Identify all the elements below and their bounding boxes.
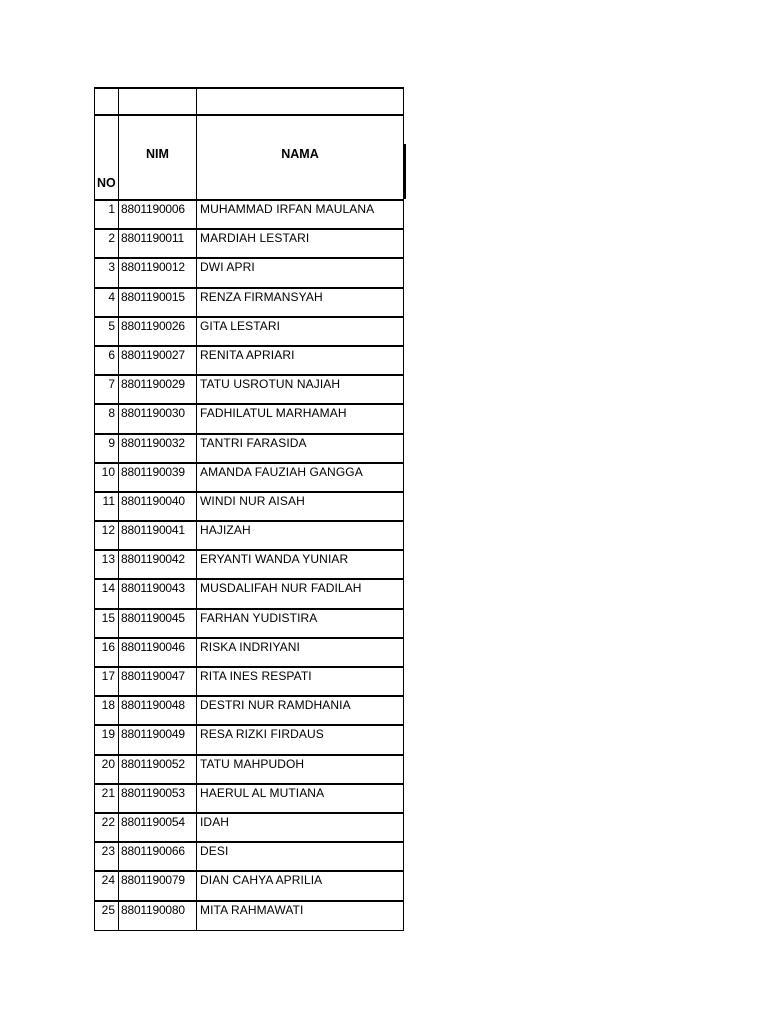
table-row bbox=[94, 230, 404, 259]
row-nama-cell: RENITA APRIARI bbox=[200, 347, 295, 362]
row-nama-cell: HAJIZAH bbox=[200, 523, 251, 538]
row-no-cell: 9 bbox=[95, 435, 119, 462]
row-no-cell: 25 bbox=[95, 902, 119, 930]
row-no-cell: 7 bbox=[95, 376, 119, 403]
blank-cell-nama bbox=[197, 89, 403, 114]
table-row bbox=[94, 843, 404, 872]
row-nim-cell: 8801190011 bbox=[119, 230, 197, 257]
row-nama-cell: TATU MAHPUDOH bbox=[200, 756, 305, 771]
row-nama-cell: RITA INES RESPATI bbox=[200, 669, 312, 683]
row-nim-cell: 8801190047 bbox=[119, 668, 197, 695]
row-nama-cell: FADHILATUL MARHAMAH bbox=[200, 406, 347, 421]
row-nim-cell: 8801190027 bbox=[119, 347, 197, 374]
table-row bbox=[94, 201, 404, 230]
row-nama-cell: AMANDA FAUZIAH GANGGA bbox=[200, 464, 363, 479]
row-nama-cell: MUSDALIFAH NUR FADILAH bbox=[200, 581, 362, 596]
table-row bbox=[94, 551, 404, 580]
row-nama-cell: WINDI NUR AISAH bbox=[200, 493, 305, 508]
header-nim bbox=[119, 116, 197, 199]
row-nama-cell: TATU USROTUN NAJIAH bbox=[200, 377, 341, 392]
row-nim-cell: 8801190045 bbox=[119, 610, 197, 637]
blank-cell-no bbox=[95, 89, 119, 114]
table-row bbox=[94, 872, 404, 901]
row-no-cell: 18 bbox=[95, 697, 119, 724]
row-no-cell: 5 bbox=[95, 318, 119, 345]
table-row bbox=[94, 902, 404, 931]
student-table bbox=[94, 87, 404, 931]
row-no-cell: 14 bbox=[95, 580, 119, 607]
row-nim-cell: 8801190041 bbox=[119, 522, 197, 549]
table-row bbox=[94, 756, 404, 785]
row-nama-cell: MARDIAH LESTARI bbox=[200, 231, 310, 246]
row-nama-cell: RESA RIZKI FIRDAUS bbox=[200, 727, 324, 742]
row-no-cell: 11 bbox=[95, 493, 119, 520]
row-no-cell: 10 bbox=[95, 464, 119, 491]
row-nim-cell: 8801190079 bbox=[119, 872, 197, 899]
row-no-cell: 6 bbox=[95, 347, 119, 374]
row-nim-cell: 8801190015 bbox=[119, 289, 197, 316]
row-nama-cell: DIAN CAHYA APRILIA bbox=[200, 873, 323, 888]
row-nim-cell: 8801190032 bbox=[119, 435, 197, 462]
row-nim-cell: 8801190012 bbox=[119, 259, 197, 286]
table-row bbox=[94, 668, 404, 697]
row-nama-cell: DWI APRI bbox=[200, 260, 255, 275]
row-nim-cell: 8801190049 bbox=[119, 726, 197, 753]
table-body bbox=[94, 201, 404, 931]
row-no-cell: 22 bbox=[95, 814, 119, 841]
row-nama-cell: DESI bbox=[200, 844, 229, 859]
table-row bbox=[94, 289, 404, 318]
row-nim-cell: 8801190046 bbox=[119, 639, 197, 666]
row-nama-cell: GITA LESTARI bbox=[200, 318, 281, 333]
row-nama-cell: MUHAMMAD IRFAN MAULANA bbox=[200, 202, 375, 216]
row-no-cell: 13 bbox=[95, 551, 119, 578]
row-nama-cell: RISKA INDRIYANI bbox=[200, 639, 300, 654]
row-no-cell: 23 bbox=[95, 843, 119, 870]
row-no-cell: 3 bbox=[95, 259, 119, 286]
row-nama-cell: IDAH bbox=[200, 814, 230, 829]
row-nim-cell: 8801190026 bbox=[119, 318, 197, 345]
row-nim-cell: 8801190048 bbox=[119, 697, 197, 724]
blank-top-row bbox=[94, 87, 404, 116]
row-nama-cell: RENZA FIRMANSYAH bbox=[200, 289, 323, 304]
row-nim-cell: 8801190006 bbox=[119, 201, 197, 228]
table-row bbox=[94, 610, 404, 639]
row-no-cell: 19 bbox=[95, 726, 119, 753]
header-nama bbox=[197, 116, 403, 199]
row-nim-cell: 8801190030 bbox=[119, 405, 197, 432]
row-no-cell: 2 bbox=[95, 230, 119, 257]
table-row bbox=[94, 318, 404, 347]
row-nim-cell: 8801190042 bbox=[119, 551, 197, 578]
table-row bbox=[94, 376, 404, 405]
row-no-cell: 12 bbox=[95, 522, 119, 549]
table-row bbox=[94, 259, 404, 288]
blank-cell-nim bbox=[119, 89, 197, 114]
table-row bbox=[94, 814, 404, 843]
row-no-cell: 17 bbox=[95, 668, 119, 695]
row-nim-cell: 8801190040 bbox=[119, 493, 197, 520]
row-nama-cell: ERYANTI WANDA YUNIAR bbox=[200, 552, 349, 567]
table-row bbox=[94, 464, 404, 493]
row-no-cell: 15 bbox=[95, 610, 119, 637]
row-no-cell: 20 bbox=[95, 756, 119, 783]
row-nim-cell: 8801190066 bbox=[119, 843, 197, 870]
row-no-cell: 4 bbox=[95, 289, 119, 316]
table-row bbox=[94, 785, 404, 814]
table-row bbox=[94, 347, 404, 376]
header-no-label: NO bbox=[97, 176, 116, 190]
table-row bbox=[94, 580, 404, 609]
row-no-cell: 21 bbox=[95, 785, 119, 812]
table-row bbox=[94, 639, 404, 668]
row-no-cell: 24 bbox=[95, 872, 119, 899]
row-no-cell: 1 bbox=[95, 201, 119, 228]
table-row bbox=[94, 522, 404, 551]
row-nim-cell: 8801190043 bbox=[119, 580, 197, 607]
row-no-cell: 16 bbox=[95, 639, 119, 666]
header-nim-label: NIM bbox=[146, 147, 169, 161]
table-row bbox=[94, 435, 404, 464]
row-nim-cell: 8801190052 bbox=[119, 756, 197, 783]
table-row bbox=[94, 697, 404, 726]
header-nama-label: NAMA bbox=[281, 147, 319, 161]
row-no-cell: 8 bbox=[95, 405, 119, 432]
table-row bbox=[94, 405, 404, 434]
table-row bbox=[94, 493, 404, 522]
row-nama-cell: FARHAN YUDISTIRA bbox=[200, 610, 318, 625]
row-nama-cell: HAERUL AL MUTIANA bbox=[200, 785, 325, 800]
row-nim-cell: 8801190080 bbox=[119, 902, 197, 930]
row-nama-cell: TANTRI FARASIDA bbox=[200, 435, 307, 450]
header-side-border bbox=[404, 144, 406, 199]
row-nim-cell: 8801190039 bbox=[119, 464, 197, 491]
header-no bbox=[95, 116, 119, 199]
row-nama-cell: DESTRI NUR RAMDHANIA bbox=[200, 698, 351, 713]
table-row bbox=[94, 726, 404, 755]
row-nim-cell: 8801190053 bbox=[119, 785, 197, 812]
row-nim-cell: 8801190029 bbox=[119, 376, 197, 403]
row-nim-cell: 8801190054 bbox=[119, 814, 197, 841]
row-nama-cell: MITA RAHMAWATI bbox=[200, 902, 304, 917]
table-header bbox=[94, 116, 404, 201]
